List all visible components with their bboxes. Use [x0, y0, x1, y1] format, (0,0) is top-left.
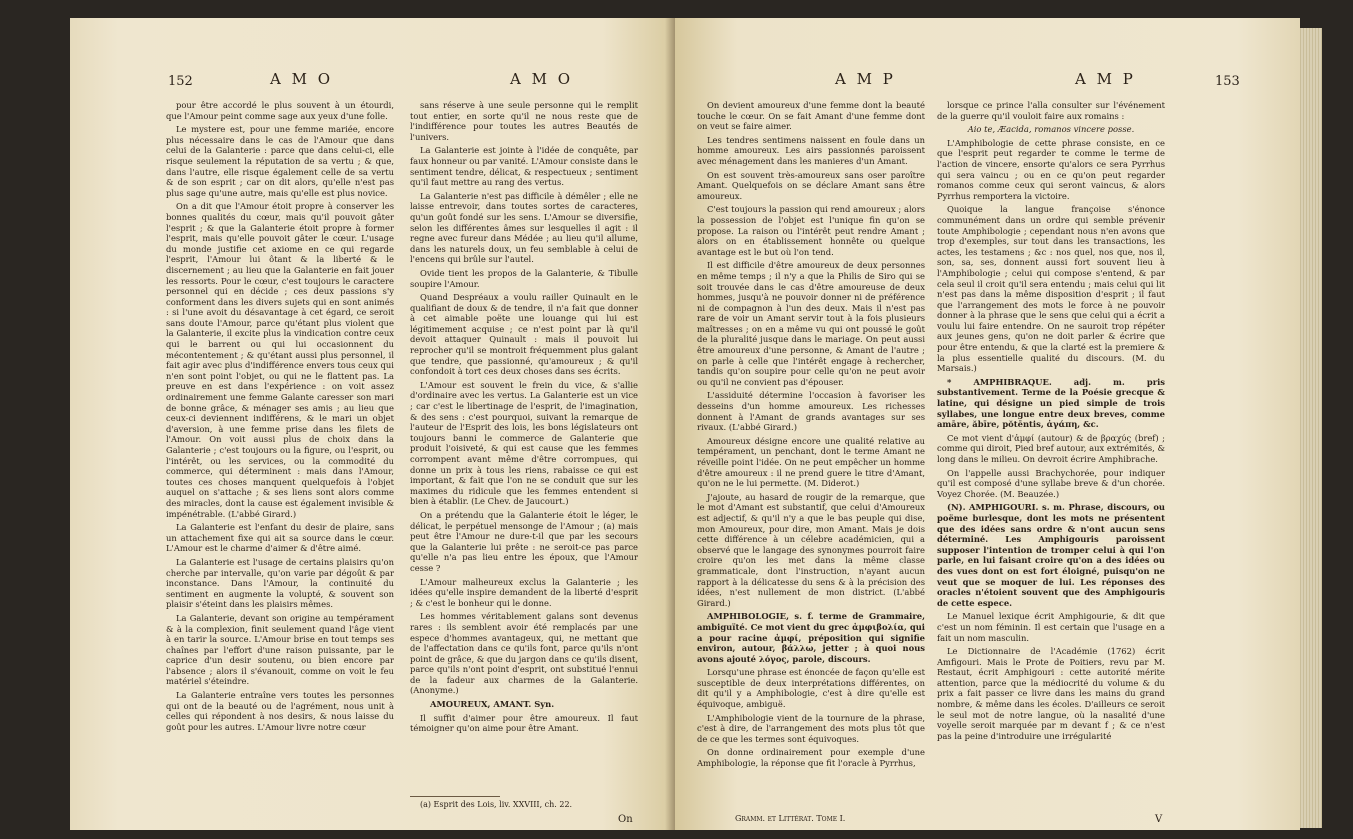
paragraph: L'Amphibologie de cette phrase consiste, en ce que l'esprit peut regarder te comme le terme de l'action de vincere, ensorte qu'alors ce sera Pyrrhus qui sera vaincu ; ou en ce qu'on peut regarder romanos comme ceux qui seront vaincus, & alors Pyrrhus remportera la victoire. — [937, 137, 1165, 201]
paragraph: Il est difficile d'être amoureux de deux personnes en même temps ; il n'y a que la Philis de Siro qui se soit trouvée dans le cas d'être amoureuse de deux hommes, jusqu'à ne pouvoir donner ni de préférence ni de compagnon à l'un des deux. Mais il n'est pas rare de voir un Amant servir tout à la fois plusieurs maîtresses ; on en a même vu qui ont poussé le goût de la pluralité jusque dans le mariage. On peut aussi être amoureux d'une personne, & Amant de l'autre ; on parle à celle que l'intérêt engage à rechercher, tandis qu'on soupire pour celle qu'on ne peut avoir ou qu'il ne convient pas d'épouser. — [697, 260, 925, 387]
entry-amphigouri: (N). AMPHIGOURI. s. m. Phrase, discours, ou poëme burlesque, dont les mots ne présentent que des idées sans ordre & n'ont aucun sens déterminé. Les Amphigouris paroissent supposer l'intention de tromper celui à qui l'on parle, en lui faisant croire qu'on a des idées ou des vues dont on est fort éloigné, puisqu'on ne veut que se moquer de lui. Les réponses des oracles n'étoient souvent que des Amphigouris de cette espece. — [937, 502, 1165, 608]
running-head-left: A M O — [270, 70, 334, 88]
signature-line: Gramm. et Littérat. Tome I. — [735, 814, 846, 823]
entry-title: AMOUREUX, AMANT. Syn. — [430, 699, 555, 710]
paragraph: Ce mot vient d'ἀμφί (autour) & de βραχύς (bref) ; comme qui diroit, Pied bref autour, aux extrémités, & long dans le milieu. On devroit écrire Amphibrache. — [937, 432, 1165, 464]
left-column-2 — [410, 100, 638, 737]
paragraph: Quand Despréaux a voulu railler Quinault en le qualifiant de doux & de tendre, il n'a fait que donner à cet aimable poëte une louange qui lui est légitimement acquise ; ce n'est point par là qu'il devoit attaquer Quinault : mais il pouvoit lui reprocher qu'il se montroit fréquemment plus galant que tendre, que passionné, qu'amoureux ; & qu'il confondoit à tort ces deux choses dans ses écrits. — [410, 292, 638, 377]
paragraph: Quoique la langue françoise s'énonce communément dans un ordre qui semble prévenir toute Amphibologie ; cependant nous n'en avons que trop d'exemples, sur tout dans les transactions, les actes, les testamens ; &c : nos quel, nos que, nos il, son, sa, ses, donnent aussi fort souvent lieu à l'Amphibologie ; celui qui compose s'entend, & par cela seul il croit qu'il sera entendu ; mais celui qui lit n'est pas dans la même disposition d'esprit ; il faut que l'arrangement des mots le force à ne pouvoir donner à la phrase que le sens que celui qui a écrit a voulu lui faire entendre. On ne sauroit trop répéter aux jeunes gens, qu'on ne doit parler & écrire que pour être entendu, & que la clarté est la premiere & la plus essentielle qualité du discours. (M. du Marsais.) — [937, 204, 1165, 374]
footnote-rule — [410, 796, 500, 797]
catchword: V — [1155, 814, 1163, 825]
paragraph: sans réserve à une seule personne qui le remplit tout entier, en sorte qu'il ne nous reste que de l'indifférence pour toutes les autres Beautés de l'univers. — [410, 100, 638, 142]
open-book — [70, 18, 1300, 830]
paragraph: Il suffit d'aimer pour être amoureux. Il faut témoigner qu'on aime pour être Amant. — [410, 712, 638, 734]
latin-quote: Aio te, Æacida, romanos vincere posse. — [967, 124, 1135, 135]
paragraph: On est souvent très-amoureux sans oser paroître Amant. Quelquefois on se déclare Amant sans être amoureux. — [697, 169, 925, 201]
paragraph: La Galanterie est l'enfant du desir de plaire, sans un attachement fixe qui ait sa source dans le cœur. L'Amour est le charme d'aimer & d'être aimé. — [166, 522, 394, 554]
paragraph: Le Dictionnaire de l'Académie (1762) écrit Amfigouri. Mais le Prote de Poitiers, revu par M. Restaut, écrit Amphigouri : cette autorité mérite attention, parce que la médiocrité du volume & du prix a fait passer ce livre dans les mains du grand nombre, & même dans les écoles. D'ailleurs ce seroit le seul mot de notre langue, où la nasalité d'une voyelle seroit marquée par m devant f ; & ce n'est pas la peine d'introduire une irrégularité — [937, 646, 1165, 741]
paragraph: Amoureux désigne encore une qualité relative au tempérament, un penchant, dont le terme Amant ne réveille point l'idée. On ne peut empêcher un homme d'être amoureux : il ne prend guere le titre d'Amant, qu'on ne le lui permette. (M. Diderot.) — [697, 435, 925, 489]
left-column-1 — [166, 100, 394, 735]
paragraph: lorsque ce prince l'alla consulter sur l'événement de la guerre qu'il vouloit faire aux romains : — [937, 100, 1165, 121]
running-head-right: A M O — [510, 70, 574, 88]
paragraph: C'est toujours la passion qui rend amoureux ; alors la possession de l'objet est l'unique fin qu'on se propose. La raison ou l'intérêt peut rendre Amant ; alors on en établissement honnête ou quelque avantage est le but où l'on tend. — [697, 204, 925, 257]
paragraph: L'Amour malheureux exclus la Galanterie ; les idées qu'elle inspire demandent de la liberté d'esprit ; & c'est le bonheur qui le donne. — [410, 576, 638, 608]
paragraph: pour être accordé le plus souvent à un étourdi, que l'Amour peint comme sage aux yeux d'une folle. — [166, 100, 394, 121]
right-page — [675, 18, 1300, 830]
running-head-right: A M P — [1075, 70, 1136, 88]
paragraph: La Galanterie, devant son origine au tempérament & à la complexion, finit seulement quand l'âge vient à en tarir la source. L'Amour brise en tout temps ses chaînes par l'effort d'une raison puissante, par le caprice d'un desir soutenu, ou bien encore par l'absence ; alors il s'évanouit, comme on voit le feu matériel s'éteindre. — [166, 612, 394, 687]
entry-amphibraque: * AMPHIBRAQUE. adj. m. pris substantivement. Terme de la Poésie grecque & latine, qui désigne un pied simple de trois syllabes, une longue entre deux breves, comme amāre, ăbīre, pŏtēntis, ἀγάπη, &c. — [937, 376, 1165, 430]
paragraph: La Galanterie est l'usage de certains plaisirs qu'on cherche par intervalle, qu'on varie par dégoût & par inconstance. Dans l'Amour, la continuité du sentiment en augmente la volupté, & souvent son plaisir s'éteint dans les plaisirs mêmes. — [166, 556, 394, 610]
catchword: On — [618, 814, 633, 825]
footnote: (a) Esprit des Lois, liv. XXVIII, ch. 22. — [420, 800, 573, 809]
paragraph: L'Amphibologie vient de la tournure de la phrase, c'est à dire, de l'arrangement des mots plus tôt que de ce que les termes sont équivoques. — [697, 712, 925, 744]
paragraph: L'Amour est souvent le frein du vice, & s'allie d'ordinaire avec les vertus. La Galanterie est un vice ; car c'est le libertinage de l'esprit, de l'imagination, & des sens : c'est pourquoi, suivant la remarque de l'auteur de l'Esprit des lois, les bons législateurs ont toujours banni le commerce de Galanterie que produit l'oisiveté, & qui est cause que les femmes corrompent avant même d'être corrompues, qui donne un prix à tous les riens, rabaisse ce qui est important, & fait que l'on ne se conduit que sur les maximes du ridicule que les femmes entendent si bien à établir. (Le Chev. de Jaucourt.) — [410, 379, 638, 507]
running-head-left: A M P — [835, 70, 896, 88]
paragraph: On donne ordinairement pour exemple d'une Amphibologie, la réponse que fit l'oracle à Pyrrhus, — [697, 747, 925, 769]
paragraph: Lorsqu'une phrase est énoncée de façon qu'elle est susceptible de deux interprétations différentes, on dit qu'il y a Amphibologie, c'est à dire qu'elle est équivoque, ambiguë. — [697, 667, 925, 710]
paragraph: L'assiduité détermine l'occasion à favoriser les desseins d'un homme amoureux. Les richesses donnent à l'Amant de grands avantages sur ses rivaux. (L'abbé Girard.) — [697, 390, 925, 433]
page-number: 153 — [1215, 74, 1240, 89]
paragraph: On a dit que l'Amour étoit propre à conserver les bonnes qualités du cœur, mais qu'il pouvoit gâter l'esprit ; & que la Galanterie étoit propre à former l'esprit, mais qu'elle pouvoit gâter le cœur. L'usage du monde justifie cet axiome en ce qui regarde l'esprit, l'Amour lui ôtant & la liberté & le discernement ; au lieu que la Galanterie en fait jouer les ressorts. Pour le cœur, c'est toujours le caractere personnel qui en décide ; ces deux passions s'y conforment dans les divers sujets qui en sont animés : si l'une avoit du désavantage à cet égard, ce seroit sans doute l'Amour, parce qu'étant plus violent que la Galanterie, il excite plus la vindication contre ceux qui le barrent ou qui lui occasionnent du mécontentement ; & qu'étant aussi plus personnel, il fait agir avec plus d'indifférence envers tous ceux qui n'en sont point l'objet, ou qui ne le flattent pas. La preuve en est dans l'expérience : on voit assez ordinairement une femme Galante caresser son mari de bonne grâce, & ménager ses amis ; au lieu que ceux-ci deviennent indifférens, & le mari un objet d'aversion, à une femme prise dans les filets de l'Amour. On voit aussi plus de choix dans la Galanterie ; c'est toujours ou la figure, ou l'esprit, ou l'intérêt, ou les services, ou la commodité du commerce, qui déterminent : mais dans l'Amour, toutes ces choses manquent quelquefois à l'objet auquel on s'attache ; & ses liens sont alors comme des miracles, dont la cause est également invisible & impénétrable. (L'abbé Girard.) — [166, 201, 394, 519]
entry-amphibologie: AMPHIBOLOGIE, s. f. terme de Grammaire, ambiguïté. Ce mot vient du grec ἀμφιβολία, qui a pour racine ἀμφί, préposition qui signifie environ, autour, βάλλω, jetter ; à quoi nous avons ajouté λόγος, parole, discours. — [697, 611, 925, 664]
paragraph: Les hommes véritablement galans sont devenus rares : ils semblent avoir été remplacés par une espece d'hommes avantageux, qui, ne mettant que de l'affectation dans ce qu'ils font, parce qu'ils n'ont point de grâce, & que du jargon dans ce qu'ils disent, parce qu'ils n'ont point d'esprit, ont substitué l'ennui de la fadeur aux charmes de la Galanterie. (Anonyme.) — [410, 611, 638, 696]
paragraph: La Galanterie n'est pas difficile à démêler ; elle ne laisse entrevoir, dans toutes sortes de caracteres, qu'un goût fondé sur les sens. L'Amour se diversifie, selon les différentes âmes sur lesquelles il agit : il regne avec fureur dans Médée ; au lieu qu'il allume, dans les naturels doux, un feu semblable à celui de l'encens qui brûle sur l'autel. — [410, 190, 638, 265]
paragraph: Ovide tient les propos de la Galanterie, & Tibulle soupire l'Amour. — [410, 267, 638, 289]
paragraph: Les tendres sentimens naissent en foule dans un homme amoureux. Les airs passionnés paroissent avec ménagement dans les manieres d'un Amant. — [697, 134, 925, 166]
paragraph: On devient amoureux d'une femme dont la beauté touche le cœur. On se fait Amant d'une femme dont on veut se faire aimer. — [697, 100, 925, 132]
paragraph: Le mystere est, pour une femme mariée, encore plus nécessaire dans le cas de l'Amour que dans celui de la Galanterie : parce que dans celui-ci, elle risque seulement la réputation de sa vertu ; & que, dans l'autre, elle risque également celle de sa vertu & de son esprit ; car on dit alors, qu'elle n'est pas plus sage qu'une autre, mais qu'elle est plus novice. — [166, 124, 394, 198]
paragraph: On l'appelle aussi Brachychorée, pour indiquer qu'il est composé d'une syllabe breve & d'un chorée. Voyez Chorée. (M. Beauzée.) — [937, 467, 1165, 499]
page-number: 152 — [168, 74, 193, 89]
paragraph: La Galanterie entraîne vers toutes les personnes qui ont de la beauté ou de l'agrément, nous unit à celles qui répondent à nos desirs, & nous laisse du goût pour les autres. L'Amour livre notre cœur — [166, 690, 394, 732]
paragraph: Le Manuel lexique écrit Amphigourie, & dit que c'est un nom féminin. Il est certain que l'usage en a fait un nom masculin. — [937, 611, 1165, 643]
paragraph: J'ajoute, au hasard de rougir de la remarque, que le mot d'Amant est substantif, que celui d'Amoureux est adjectif, & qu'il n'y a que le bas peuple qui dise, mon Amoureux, pour dire, mon Amant. Mais je dois cette différence à un célebre académicien, qui a observé que le langage des synonymes pourroit faire croire qu'on les met dans la même classe grammaticale, dont l'instruction, n'ayant aucun rapport à la délicatesse du sens & à la précision des idées, n'est nullement de mon district. (L'abbé Girard.) — [697, 491, 925, 608]
right-column-2 — [937, 100, 1165, 744]
paragraph: On a prétendu que la Galanterie étoit le léger, le délicat, le perpétuel mensonge de l'Amour ; (a) mais peut être l'Amour ne dure-t-il que par les secours que la Galanterie lui prête : ne seroit-ce pas parce qu'elle n'a pas lieu entre les époux, que l'Amour cesse ? — [410, 509, 638, 573]
paragraph: La Galanterie est jointe à l'idée de conquête, par faux honneur ou par vanité. L'Amour consiste dans le sentiment tendre, délicat, & respectueux ; sentiment qu'il faut mettre au rang des vertus. — [410, 145, 638, 188]
right-column-1 — [697, 100, 925, 772]
left-page — [70, 18, 675, 830]
